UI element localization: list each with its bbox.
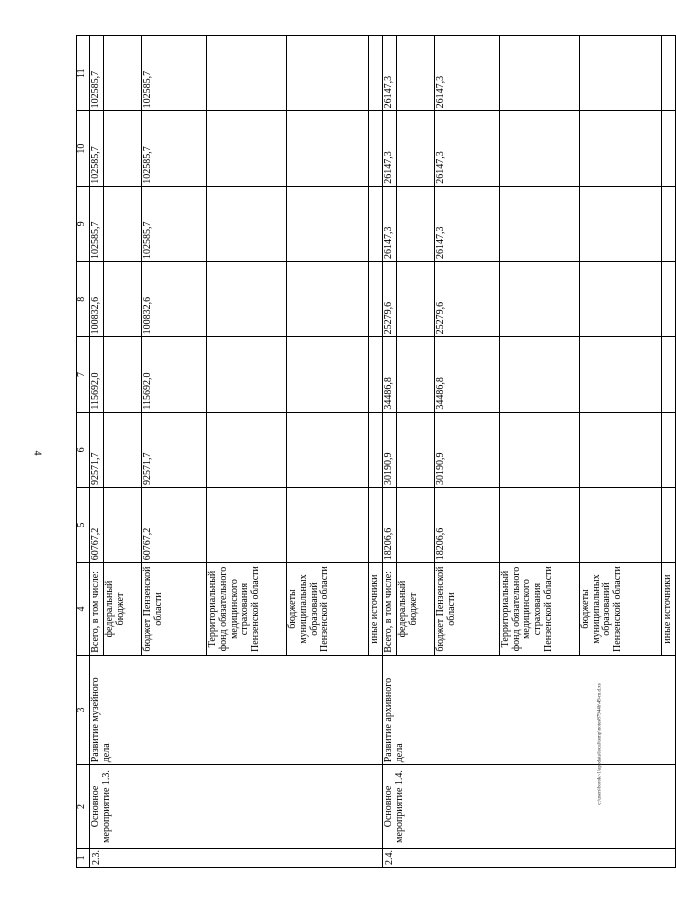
funding-source-label: бюджет Пензенской области: [142, 563, 207, 655]
amount-cell: 60767,2: [90, 487, 104, 562]
amount-cell: [499, 412, 579, 487]
column-number: 11: [77, 36, 90, 111]
amount-cell: [579, 111, 661, 186]
amount-cell: 102585,7: [90, 36, 104, 111]
amount-cell: 102585,7: [142, 111, 207, 186]
amount-cell: [287, 186, 369, 261]
amount-cell: 100832,6: [142, 262, 207, 337]
amount-cell: 26147,3: [382, 111, 396, 186]
funding-source-label: федеральный бюджет: [396, 563, 434, 655]
amount-cell: 25279,6: [434, 262, 499, 337]
amount-cell: [579, 36, 661, 111]
amount-cell: [661, 36, 675, 111]
financing-table: [76, 35, 676, 868]
amount-cell: [579, 487, 661, 562]
row-number: 2.3.: [90, 848, 383, 867]
amount-cell: [287, 412, 369, 487]
amount-cell: [369, 337, 383, 412]
amount-cell: [369, 186, 383, 261]
amount-cell: [287, 337, 369, 412]
amount-cell: 115692,0: [90, 337, 104, 412]
amount-cell: [396, 186, 434, 261]
direction-name: Развитие музейного дела: [90, 655, 383, 765]
amount-cell: [207, 36, 287, 111]
amount-cell: [369, 111, 383, 186]
amount-cell: [287, 36, 369, 111]
event-name: Основное мероприятие 1.3.: [90, 765, 383, 848]
amount-cell: 25279,6: [382, 262, 396, 337]
amount-cell: 102585,7: [90, 111, 104, 186]
amount-cell: [207, 337, 287, 412]
column-number: 10: [77, 111, 90, 186]
amount-cell: [396, 412, 434, 487]
amount-cell: 34486,8: [382, 337, 396, 412]
table-row-total: [382, 36, 396, 868]
amount-cell: 60767,2: [142, 487, 207, 562]
amount-cell: 18206,6: [382, 487, 396, 562]
column-number: 4: [77, 563, 90, 655]
amount-cell: 92571,7: [142, 412, 207, 487]
amount-cell: [104, 337, 142, 412]
amount-cell: 100832,6: [90, 262, 104, 337]
amount-cell: 34486,8: [434, 337, 499, 412]
amount-cell: [369, 36, 383, 111]
row-number: 2.4.: [382, 848, 675, 867]
funding-source-label: иные источники: [661, 563, 675, 655]
amount-cell: [369, 487, 383, 562]
funding-source-label: бюджеты муниципальных образований Пензенской области: [287, 563, 369, 655]
funding-source-label: бюджет Пензенской области: [434, 563, 499, 655]
amount-cell: [499, 111, 579, 186]
direction-name: Развитие архивного дела: [382, 655, 675, 765]
amount-cell: [207, 487, 287, 562]
amount-cell: [661, 412, 675, 487]
amount-cell: [104, 487, 142, 562]
column-number: 5: [77, 487, 90, 562]
funding-source-label: Всего, в том числе:: [382, 563, 396, 655]
amount-cell: 26147,3: [382, 186, 396, 261]
amount-cell: [207, 186, 287, 261]
funding-source-label: иные источники: [369, 563, 383, 655]
amount-cell: 26147,3: [434, 111, 499, 186]
amount-cell: [661, 186, 675, 261]
amount-cell: [396, 337, 434, 412]
column-number: 9: [77, 186, 90, 261]
amount-cell: [104, 111, 142, 186]
column-number: 2: [77, 765, 90, 848]
column-number-row: [77, 36, 90, 868]
amount-cell: 18206,6: [434, 487, 499, 562]
page-number: 4: [31, 450, 43, 456]
amount-cell: 102585,7: [142, 186, 207, 261]
amount-cell: [579, 337, 661, 412]
amount-cell: 115692,0: [142, 337, 207, 412]
amount-cell: [499, 186, 579, 261]
amount-cell: [661, 111, 675, 186]
amount-cell: [287, 487, 369, 562]
amount-cell: [661, 337, 675, 412]
amount-cell: 26147,3: [434, 186, 499, 261]
amount-cell: [579, 186, 661, 261]
event-name: Основное мероприятие 1.4.: [382, 765, 675, 848]
amount-cell: 102585,7: [142, 36, 207, 111]
amount-cell: [396, 111, 434, 186]
amount-cell: [661, 262, 675, 337]
amount-cell: [104, 36, 142, 111]
amount-cell: [207, 412, 287, 487]
column-number: 3: [77, 655, 90, 765]
amount-cell: 30190,9: [382, 412, 396, 487]
amount-cell: [499, 487, 579, 562]
funding-source-label: Территориальный фонд обязательного медицинского страхования Пензенской области: [207, 563, 287, 655]
amount-cell: 92571,7: [90, 412, 104, 487]
amount-cell: [396, 36, 434, 111]
amount-cell: [207, 111, 287, 186]
amount-cell: [499, 262, 579, 337]
amount-cell: [499, 36, 579, 111]
amount-cell: 30190,9: [434, 412, 499, 487]
column-number: 6: [77, 412, 90, 487]
amount-cell: [396, 487, 434, 562]
amount-cell: 26147,3: [434, 36, 499, 111]
amount-cell: [287, 111, 369, 186]
amount-cell: 26147,3: [382, 36, 396, 111]
table-wrapper: [76, 35, 673, 868]
column-number: 8: [77, 262, 90, 337]
amount-cell: [579, 262, 661, 337]
amount-cell: [104, 412, 142, 487]
funding-source-label: бюджеты муниципальных образований Пензенской области: [579, 563, 661, 655]
footer-file-path: c:\users\borok~1\appdata\local\temp\notes87944b\49-m.d.xs: [597, 683, 603, 805]
amount-cell: [104, 186, 142, 261]
amount-cell: [396, 262, 434, 337]
table-row-total: [90, 36, 104, 868]
amount-cell: [499, 337, 579, 412]
amount-cell: [104, 262, 142, 337]
column-number: 1: [77, 848, 90, 867]
amount-cell: [287, 262, 369, 337]
rotated-table-frame: [76, 35, 673, 868]
funding-source-label: федеральный бюджет: [104, 563, 142, 655]
column-number: 7: [77, 337, 90, 412]
funding-source-label: Всего, в том числе:: [90, 563, 104, 655]
amount-cell: [579, 412, 661, 487]
amount-cell: [369, 262, 383, 337]
amount-cell: [369, 412, 383, 487]
amount-cell: [207, 262, 287, 337]
amount-cell: [661, 487, 675, 562]
funding-source-label: Территориальный фонд обязательного медицинского страхования Пензенской области: [499, 563, 579, 655]
amount-cell: 102585,7: [90, 186, 104, 261]
